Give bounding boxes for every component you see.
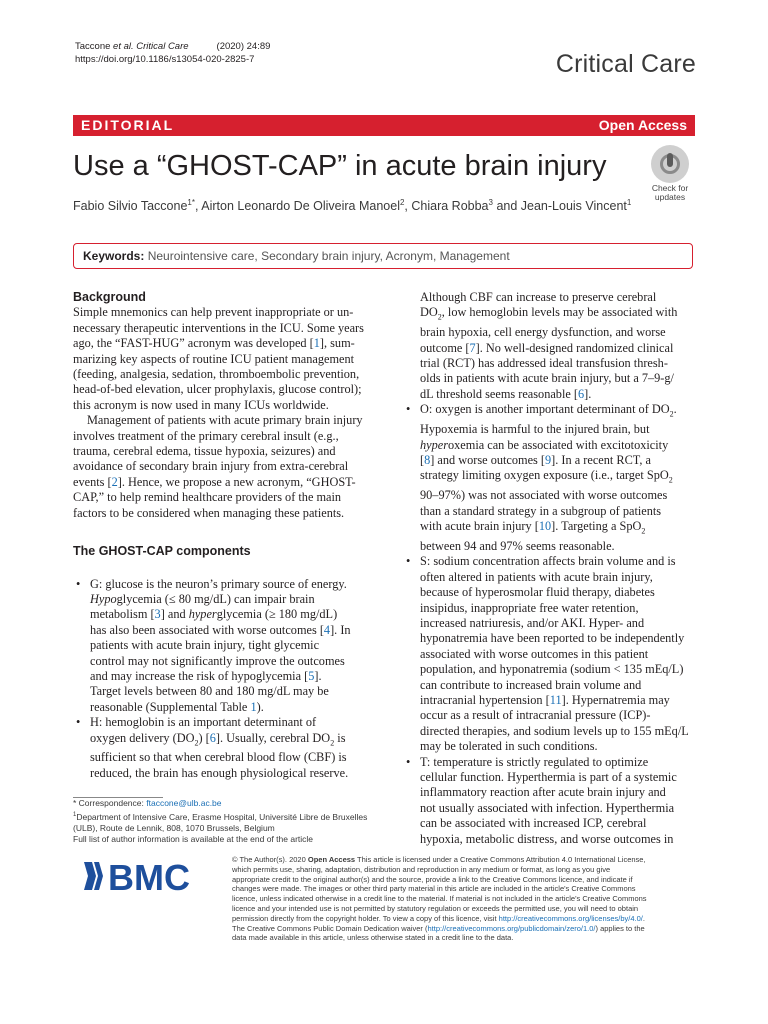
bmc-logo bbox=[82, 856, 217, 896]
affiliation-line: (ULB), Route de Lennik, 808, 1070 Brussels, Belgium bbox=[73, 822, 275, 833]
bullet-marker: • bbox=[406, 554, 411, 569]
citation-year-volume: (2020) 24:89 bbox=[216, 41, 271, 52]
article-type-banner bbox=[73, 115, 695, 136]
article-type-label: EDITORIAL bbox=[81, 117, 175, 133]
citation-ref[interactable]: 11 bbox=[549, 692, 562, 707]
bullet-oxygen: • O: oxygen is another important determinant of $DO_2$. Hypoxemia is harmful to the injured brain, but hyperoxemia can be associated with excitotoxicity [8] and worse outcomes [9]. In a recent RCT, a strategy limiting oxygen exposure (i.e., target SpO$_2$ 90–97%) was not associated with worse outcomes than a standard strategy in a subgroup of patients with acute brain injury [10]. Targeting a SpO$_2$ between 94 and 97% seems reasonable. bbox=[406, 402, 677, 553]
keywords-label: Keywords: bbox=[83, 249, 145, 263]
citation-authors: Taccone bbox=[75, 41, 114, 52]
bullet-marker: • bbox=[406, 402, 411, 417]
keywords-value: Neurointensive care, Secondary brain injury, Acronym, Management bbox=[144, 249, 510, 263]
correspondence-email-link[interactable]: ftaccone@ulb.ac.be bbox=[146, 798, 222, 808]
section-heading-components: The GHOST-CAP components bbox=[73, 544, 251, 559]
citation-ref[interactable]: 5 bbox=[308, 668, 315, 683]
hemoglobin-continued: Although CBF can increase to preserve cerebral $DO_2$, low hemoglobin levels may be associated with brain hypoxia, cell energy dysfunction, and worse outcome [7]. No well-designed randomized clinical trial (RCT) has addressed ideal transfusion thresh- olds in patients with acute brain injury, but a 7–9-g/ dL threshold seems reasonable [6]. bbox=[420, 290, 678, 401]
footnotes: * Correspondence: ftaccone@ulb.ac.be $^1$Department of Intensive Care, Erasme Hospital, Université Libre de Bruxelles (ULB), Route de Lennik, 808, 1070 Brussels, Belgium Full list of author information is available at the end of the article bbox=[73, 798, 368, 845]
bullet-marker: • bbox=[76, 576, 81, 591]
public-domain-link[interactable]: http://creativecommons.org/publicdomain/zero/1.0/ bbox=[427, 923, 596, 933]
author-affiliation-mark: 1* bbox=[187, 198, 195, 207]
correspondence-label: * Correspondence: bbox=[73, 798, 147, 808]
citation-ref[interactable]: 3 bbox=[154, 607, 161, 622]
crossmark-icon bbox=[651, 145, 689, 183]
bullet-glucose: • G: glucose is the neuron’s primary source of energy. Hypoglycemia (≤ 80 mg/dL) can impair brain metabolism [3] and hyperglycemia (≥ 180 mg/dL) has also been associated with worse outcomes [4]. In patients with acute brain injury, tight glycemic control may not significantly improve the outcomes and may increase the risk of hypoglycemia [5]. Target levels between 80 and 180 mg/dL may be reasonable (Supplemental Table 1). bbox=[76, 576, 351, 714]
bullet-temperature: • T: temperature is strictly regulated to optimize cellular function. Hyperthermia is part of a systemic inflammatory reaction after acute brain injury and not usually associated with infection. Hyperthermia can be associated with increased ICP, cerebral hypoxia, metabolic distress, and worse outcomes in bbox=[406, 754, 677, 846]
check-for-updates-button[interactable] bbox=[630, 145, 710, 201]
bullet-hemoglobin: • H: hemoglobin is an important determinant of oxygen delivery $(DO_2)$ [6]. Usually, cerebral $DO_2$ is sufficient so that when cerebral blood flow (CBF) is reduced, the brain has enough physiological reserve. bbox=[76, 715, 349, 780]
section-heading-background: Background bbox=[73, 290, 146, 304]
bmc-logo-text: BMC bbox=[108, 857, 190, 896]
author-name: Chiara Robba bbox=[411, 199, 489, 214]
background-paragraph-2: Management of patients with acute primary brain injury involves treatment of the primary cerebral insult (e.g., trauma, cerebral edema, tissue hypoxia, seizures) and avoidance of secondary brain injury from extra-cerebral events [2]. Hence, we propose a new acronym, “GHOST- CAP,” to help remind healthcare providers of the main factors to be considered when managing these patients. bbox=[73, 413, 363, 520]
article-title: Use a “GHOST-CAP” in acute brain injury bbox=[73, 150, 607, 182]
background-paragraph-1: Simple mnemonics can help prevent inappropriate or un- necessary therapeutic interventions in the ICU. Some years ago, the “FAST-HUG” acronym was developed [1], sum- marizing key aspects of routine ICU patient management (feeding, analgesia, sedation, thromboembolic prevention, head-of-bed elevation, ulcer prophylaxis, glucose control); this acronym is now used in many ICUs worldwide. bbox=[73, 305, 364, 412]
supplemental-table-link[interactable]: 1 bbox=[250, 699, 257, 714]
license-link[interactable]: http://creativecommons.org/licenses/by/4.0/ bbox=[498, 913, 643, 923]
author-affiliation-mark: 3 bbox=[488, 198, 493, 207]
citation-ref[interactable]: 6 bbox=[578, 386, 585, 401]
open-access-label: Open Access bbox=[598, 117, 687, 133]
author-list: Fabio Silvio Taccone$^{1*}$, Airton Leonardo De Oliveira Manoel$^2$, Chiara Robba$^3$ and Jean-Louis Vincent$^1$ bbox=[73, 198, 632, 214]
citation-journal: Critical Care bbox=[133, 41, 189, 52]
citation-ref[interactable]: 1 bbox=[313, 336, 320, 351]
crossmark-line1: Check for bbox=[651, 183, 689, 193]
license-text: © The Author(s). 2020 Open Access This article is licensed under a Creative Commons Attribution 4.0 International License, which permits use, sharing, adaptation, distribution and reproduction in any medium or format, as long as you give appropriate credit to the original author(s) and the source, provide a link to the Creative Commons licence, and indicate if changes were made. The images or other third party material in this article are included in the article's Creative Commons licence, unless indicated otherwise in a credit line to the material. If material is not included in the article's Creative Commons licence and your intended use is not permitted by statutory regulation or exceeds the permitted use, you will need to obtain permission directly from the copyright holder. To view a copy of this licence, visit http://creativecommons.org/licenses/by/4.0/. The Creative Commons Public Domain Dedication waiver (http://creativecommons.org/publicdomain/zero/1.0/) applies to the data made available in this article, unless otherwise stated in a credit line to the data. bbox=[232, 855, 647, 943]
bmc-logo-mark bbox=[84, 862, 96, 890]
citation-ref[interactable]: 2 bbox=[111, 474, 118, 489]
right-column bbox=[403, 290, 695, 847]
left-column bbox=[73, 290, 387, 781]
bullet-marker: • bbox=[76, 715, 81, 730]
bullet-sodium: • S: sodium concentration affects brain volume and is often altered in patients with acute brain injury, because of hyperosmolar fluid therapy, diabetes insipidus, inappropriate free water retention, increased natriuresis, and/or AKI. Hyper- and hyponatremia have been reported to be independently associated with worse outcomes in this patient population, and hyponatremia (sodium < 135 mEq/L) can contribute to increased brain volume and intracranial hypertension [11]. Hypernatremia may occur as a result of intracranial pressure (ICP)- directed therapies, and sodium levels up to 155 mEq/L may be tolerated in such conditions. bbox=[406, 554, 689, 754]
bullet-marker: • bbox=[406, 754, 411, 769]
citation-ref[interactable]: 9 bbox=[545, 452, 552, 467]
citation-line bbox=[75, 41, 270, 52]
citation-ref[interactable]: 8 bbox=[424, 452, 431, 467]
doi-link[interactable] bbox=[75, 54, 254, 65]
citation-ref[interactable]: 6 bbox=[209, 730, 216, 745]
author-affiliation-mark: 2 bbox=[399, 198, 405, 207]
author-info-note: Full list of author information is available at the end of the article bbox=[73, 834, 314, 845]
crossmark-line2: updates bbox=[654, 192, 686, 202]
keywords-box bbox=[73, 243, 693, 269]
citation-ref[interactable]: 7 bbox=[469, 340, 476, 355]
citation-et-al: et al. bbox=[113, 41, 134, 52]
author-name: Fabio Silvio Taccone bbox=[73, 199, 188, 214]
doi-url[interactable]: https://doi.org/10.1186/s13054-020-2825-7 bbox=[75, 54, 255, 65]
author-affiliation-mark: 1 bbox=[626, 198, 632, 207]
author-name: Airton Leonardo De Oliveira Manoel bbox=[201, 199, 400, 214]
author-name: Jean-Louis Vincent bbox=[520, 199, 627, 214]
journal-name: Critical Care bbox=[555, 50, 696, 78]
citation-ref[interactable]: 4 bbox=[323, 622, 331, 637]
keywords-line bbox=[83, 249, 510, 263]
affiliation-line: Department of Intensive Care, Erasme Hospital, Université Libre de Bruxelles bbox=[76, 811, 368, 822]
citation-ref[interactable]: 10 bbox=[538, 519, 552, 534]
